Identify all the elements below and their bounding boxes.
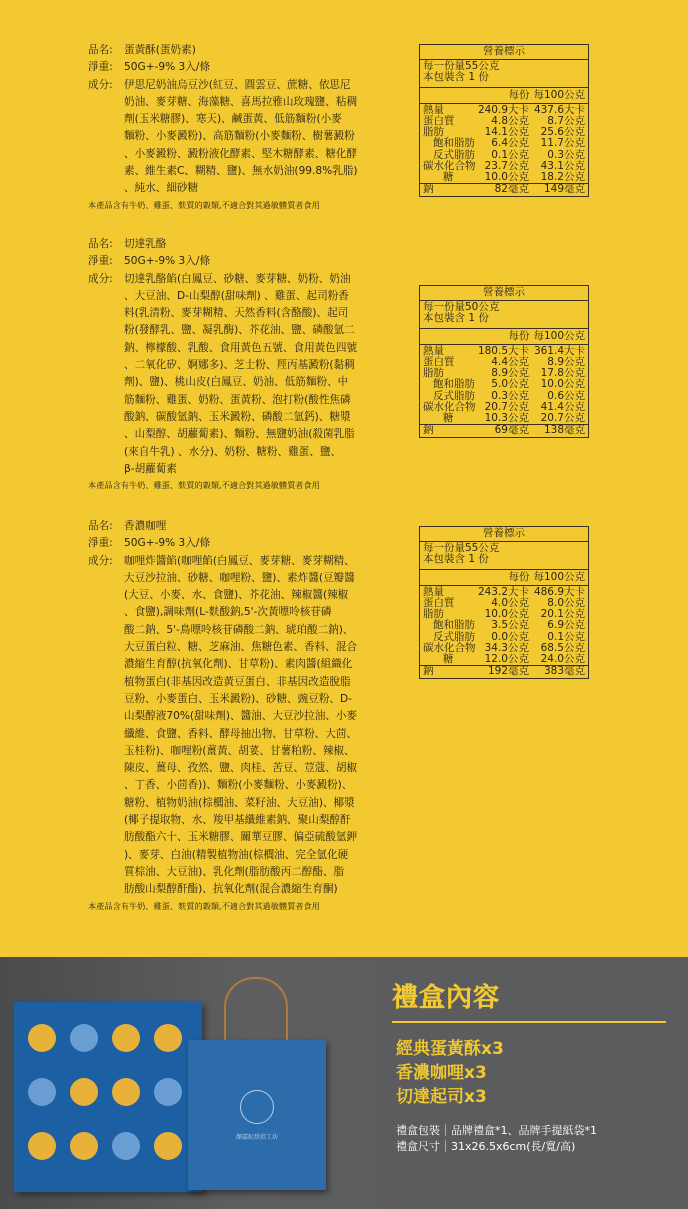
per-100g-value: 0.6公克 bbox=[547, 389, 585, 402]
column-headers bbox=[420, 88, 588, 104]
per-serving-value: 69毫克 bbox=[494, 424, 529, 437]
per-serving-value: 20.7公克 bbox=[484, 400, 529, 413]
ingredient-line: 、純水、細砂糖 bbox=[124, 182, 199, 195]
gift-spec: 禮盒包裝｜品牌禮盒*1、品牌手提紙袋*1 bbox=[396, 1124, 597, 1137]
nutrition-row bbox=[423, 654, 585, 665]
ingredients-row bbox=[88, 77, 388, 198]
serving-size: 每一份量55公克 bbox=[423, 542, 500, 555]
divider bbox=[392, 1021, 666, 1023]
weight-row bbox=[88, 253, 388, 270]
per-serving-value: 10.3公克 bbox=[484, 412, 529, 425]
per-100g-value: 6.9公克 bbox=[547, 619, 585, 632]
nutrient-name: 熱量 bbox=[423, 344, 444, 357]
ingredient-line: (來自牛乳) 、水分)、奶粉、糖粉、雞蛋、鹽、 bbox=[124, 445, 342, 458]
ingredient-line: 陳皮、薑母、孜然、鹽、肉桂、苦豆、荳蔻、胡椒 bbox=[124, 762, 358, 775]
ingredient-line: 筋麵粉、雞蛋、奶粉、蛋黃粉、泡打粉(酸性焦磷 bbox=[124, 393, 351, 406]
ingredient-line: 、大豆油、D-山梨醇(甜味劑) 、雞蛋、起司粉香 bbox=[124, 289, 349, 302]
bag-handle bbox=[224, 977, 288, 1049]
allergen-warning: 本產品含有牛奶、雞蛋、麩質的穀類,不適合對其過敏體質者食用 bbox=[88, 199, 320, 210]
per-serving-value: 0.1公克 bbox=[491, 148, 529, 161]
nutrient-name: 糖 bbox=[443, 412, 454, 425]
nutrition-rows bbox=[420, 104, 588, 197]
ingredient-line: 劑)、鹽)、桃山皮(白鳳豆、奶油、低筋麵粉、中 bbox=[124, 376, 349, 389]
nutrient-name: 糖 bbox=[443, 653, 454, 666]
per-serving-value: 243.2大卡 bbox=[477, 585, 529, 598]
per-100g-value: 0.1公克 bbox=[547, 630, 585, 643]
ingredient-line: 切達乳酪餡(白鳳豆、砂糖、麥芽糖、奶粉、奶油 bbox=[124, 272, 351, 285]
per-100g-value: 437.6大卡 bbox=[533, 103, 585, 116]
nutrition-row bbox=[423, 172, 585, 183]
column-headers bbox=[420, 329, 588, 345]
ingredient-line: 肪酸酯六十、玉米糖膠、關華豆膠、偏亞硫酸氫鉀 bbox=[124, 831, 358, 844]
per-100g-value: 10.0公克 bbox=[540, 378, 585, 391]
weight-row bbox=[88, 59, 388, 76]
nutrition-row bbox=[423, 379, 585, 390]
net-weight: 50G+-9% 3入/條 bbox=[124, 255, 211, 268]
ingredient-line: 糖粉、植物奶油(棕櫚油、菜籽油、大豆油)、椰漿 bbox=[124, 796, 355, 809]
ingredient-line: 肪酸山梨醇酐酯)、抗氧化劑(混合濃縮生育酮) bbox=[124, 883, 338, 896]
per-100g-value: 68.5公克 bbox=[540, 641, 585, 654]
ingredient-line: 、丁香、小茴香))、麵粉(小麥麵粉、小麥澱粉)、 bbox=[124, 779, 353, 792]
nutrition-row bbox=[423, 620, 585, 631]
nutrient-name: 鈉 bbox=[423, 183, 434, 196]
nutrient-name: 蛋白質 bbox=[423, 356, 455, 369]
box-pattern-circle bbox=[28, 1078, 56, 1106]
serving-size: 每一份量50公克 bbox=[423, 301, 500, 314]
name-label: 品名: bbox=[88, 520, 113, 532]
servings-per-pack: 本包裝含 1 份 bbox=[423, 312, 489, 325]
nutrition-rows bbox=[420, 586, 588, 679]
gift-box-section bbox=[0, 957, 688, 1209]
nutrient-name: 鈉 bbox=[423, 424, 434, 437]
box-pattern-circle bbox=[154, 1024, 182, 1052]
nutrient-name: 碳水化合物 bbox=[423, 159, 476, 172]
net-weight: 50G+-9% 3入/條 bbox=[124, 537, 211, 550]
nutrient-name: 反式脂肪 bbox=[433, 630, 475, 643]
per-serving-value: 240.9大卡 bbox=[477, 103, 529, 116]
ingredient-line: 、二氧化矽、婀娜多)、芝士粉、羥丙基澱粉(黏稠 bbox=[124, 359, 355, 372]
gift-box-photo bbox=[14, 1002, 202, 1192]
nutrition-row bbox=[420, 424, 588, 437]
ingredient-line: 豆粉、小麥蛋白、玉米澱粉)、砂糖、豌豆粉、D- bbox=[124, 692, 352, 705]
box-pattern-circle bbox=[70, 1132, 98, 1160]
weight-row bbox=[88, 535, 388, 552]
ingredient-line: 鈉、檸檬酸、乳酸、食用黃色五號、食用黃色四號 bbox=[124, 341, 358, 354]
per-100g-value: 20.1公克 bbox=[540, 608, 585, 621]
per-100g-value: 11.7公克 bbox=[540, 137, 585, 150]
allergen-warning: 本產品含有牛奶、雞蛋、麩質的穀類,不適合對其過敏體質者食用 bbox=[88, 480, 320, 491]
per-serving-value: 8.9公克 bbox=[491, 367, 529, 380]
box-pattern-circle bbox=[70, 1024, 98, 1052]
ingredient-line: β-胡蘿蔔素 bbox=[124, 462, 177, 475]
per-100g-value: 17.8公克 bbox=[540, 367, 585, 380]
serving-info bbox=[420, 301, 588, 328]
nutrient-name: 鈉 bbox=[423, 665, 434, 678]
allergen-warning: 本產品含有牛奶、雞蛋、麩質的穀類,不適合對其過敏體質者食用 bbox=[88, 900, 320, 911]
product-name: 切達乳酪 bbox=[124, 238, 167, 250]
name-row bbox=[88, 42, 388, 59]
box-pattern-circle bbox=[70, 1078, 98, 1106]
per-100g-value: 361.4大卡 bbox=[533, 344, 585, 357]
ingredient-line: (大豆、小麥、水、食鹽)、芥花油、辣椒醬(辣椒 bbox=[124, 589, 349, 602]
ingredient-line: 纖維、食鹽、香料、酵母抽出物、甘草粉、大茴、 bbox=[124, 727, 358, 740]
box-pattern-circle bbox=[154, 1132, 182, 1160]
ingredient-line: 酸鈉、碳酸氫鈉、玉米澱粉、磷酸二氫鈣)、糖漿 bbox=[124, 410, 351, 423]
per-serving-value: 4.8公克 bbox=[491, 115, 529, 128]
nutrient-name: 脂肪 bbox=[423, 367, 444, 380]
col-per-serving: 每份 bbox=[508, 88, 530, 101]
nutrient-name: 飽和脂肪 bbox=[433, 619, 475, 632]
per-serving-value: 23.7公克 bbox=[484, 159, 529, 172]
col-per-100g: 每100公克 bbox=[533, 570, 585, 583]
per-serving-value: 12.0公克 bbox=[484, 653, 529, 666]
ingredients-text bbox=[124, 553, 388, 899]
per-100g-value: 43.1公克 bbox=[540, 159, 585, 172]
ingredient-line: 、食鹽),調味劑(L-麩酸鈉,5'-次黃嘌呤核苷磷 bbox=[124, 606, 332, 619]
name-row bbox=[88, 518, 388, 535]
per-serving-value: 6.4公克 bbox=[491, 137, 529, 150]
product-name: 香濃咖哩 bbox=[124, 520, 167, 532]
ingredient-line: 大豆沙拉油、砂糖、咖哩粉、鹽)、素炸醬(豆瓣醬 bbox=[124, 571, 355, 584]
weight-label: 淨重: bbox=[88, 61, 113, 74]
per-serving-value: 4.0公克 bbox=[491, 597, 529, 610]
per-serving-value: 180.5大卡 bbox=[477, 344, 529, 357]
nutrition-table bbox=[419, 526, 589, 679]
per-100g-value: 8.0公克 bbox=[547, 597, 585, 610]
nutrient-name: 飽和脂肪 bbox=[433, 378, 475, 391]
ingredients-label: 成分: bbox=[88, 272, 113, 285]
gift-title: 禮盒內容 bbox=[392, 983, 501, 1013]
bag-brand-text: 顏嘉虹烘焙工坊 bbox=[235, 1134, 278, 1141]
ingredients-text bbox=[124, 271, 388, 479]
ingredient-line: 植物蛋白(非基因改造黃豆蛋白、非基因改造脫脂 bbox=[124, 675, 351, 688]
serving-info bbox=[420, 542, 588, 569]
product-section bbox=[88, 42, 388, 211]
per-serving-value: 10.0公克 bbox=[484, 171, 529, 184]
nutrition-rows bbox=[420, 345, 588, 438]
weight-label: 淨重: bbox=[88, 537, 113, 550]
ingredients-text bbox=[124, 77, 388, 198]
ingredient-line: 伊思尼奶油烏豆沙(紅豆、圓雲豆、蔗糖、依思尼 bbox=[124, 78, 351, 91]
gift-item: 切達起司x3 bbox=[396, 1087, 487, 1107]
ingredient-line: 山梨醇液70%(甜味劑)、醬油、大豆沙拉油、小麥 bbox=[124, 710, 358, 723]
gift-item: 經典蛋黃酥x3 bbox=[396, 1039, 504, 1059]
nutrition-title: 營養標示 bbox=[420, 527, 588, 542]
nutrition-table bbox=[419, 44, 589, 197]
box-pattern-circle bbox=[112, 1024, 140, 1052]
nutrient-name: 熱量 bbox=[423, 103, 444, 116]
nutrition-title: 營養標示 bbox=[420, 286, 588, 301]
per-100g-value: 486.9大卡 bbox=[533, 585, 585, 598]
per-serving-value: 0.3公克 bbox=[491, 389, 529, 402]
nutrient-name: 反式脂肪 bbox=[433, 148, 475, 161]
box-pattern-circle bbox=[112, 1078, 140, 1106]
nutrition-row bbox=[423, 413, 585, 424]
ingredient-line: 濃縮生育醇(抗氧化劑)、甘草粉)、素肉醬(組織化 bbox=[124, 658, 353, 671]
col-per-serving: 每份 bbox=[508, 329, 530, 342]
per-serving-value: 82毫克 bbox=[494, 183, 529, 196]
gift-spec: 禮盒尺寸｜31x26.5x6cm(長/寬/高) bbox=[396, 1140, 576, 1153]
name-label: 品名: bbox=[88, 238, 113, 250]
per-serving-value: 34.3公克 bbox=[484, 641, 529, 654]
nutrient-name: 碳水化合物 bbox=[423, 400, 476, 413]
ingredient-line: 酸二鈉、5'-鳥嘌呤核苷磷酸二鈉、琥珀酸二鈉)、 bbox=[124, 623, 354, 636]
ingredients-label: 成分: bbox=[88, 554, 113, 567]
box-pattern-circle bbox=[154, 1078, 182, 1106]
gift-item: 香濃咖哩x3 bbox=[396, 1063, 487, 1083]
weight-label: 淨重: bbox=[88, 255, 113, 268]
servings-per-pack: 本包裝含 1 份 bbox=[423, 71, 489, 84]
nutrition-title: 營養標示 bbox=[420, 45, 588, 60]
ingredient-line: )、麥芽、白油(精製植物油(棕櫚油、完全氫化硬 bbox=[124, 848, 349, 861]
ingredient-line: (椰子提取物、水、羧甲基纖維素鈉、聚山梨醇酐 bbox=[124, 814, 351, 827]
ingredient-line: 劑(玉米糖膠)、寒天)、鹹蛋黃、低筋麵粉(小麥 bbox=[124, 113, 342, 126]
ingredients-row bbox=[88, 553, 388, 899]
per-100g-value: 41.4公克 bbox=[540, 400, 585, 413]
per-100g-value: 8.7公克 bbox=[547, 115, 585, 128]
per-serving-value: 4.4公克 bbox=[491, 356, 529, 369]
ingredient-line: 料(乳清粉、麥芽糊精、天然香料(含酪酸)、起司 bbox=[124, 307, 349, 320]
nutrition-row bbox=[420, 183, 588, 196]
net-weight: 50G+-9% 3入/條 bbox=[124, 61, 211, 74]
nutrient-name: 脂肪 bbox=[423, 608, 444, 621]
ingredient-line: 玉桂粉)、咖哩粉(薑黃、胡荽、甘薯粕粉、辣椒、 bbox=[124, 744, 355, 757]
name-label: 品名: bbox=[88, 44, 113, 56]
product-section bbox=[88, 236, 388, 491]
nutrient-name: 糖 bbox=[443, 171, 454, 184]
ingredient-line: 、山梨醇、胡蘿蔔素)、麵粉、無鹽奶油(殺菌乳脂 bbox=[124, 428, 355, 441]
col-per-100g: 每100公克 bbox=[533, 329, 585, 342]
nutrient-name: 熱量 bbox=[423, 585, 444, 598]
per-100g-value: 20.7公克 bbox=[540, 412, 585, 425]
gift-bag-photo bbox=[188, 1040, 326, 1190]
ingredient-line: 咖哩炸醬餡(咖哩餡(白鳳豆、麥芽糖、麥芽糊精、 bbox=[124, 554, 355, 567]
nutrient-name: 反式脂肪 bbox=[433, 389, 475, 402]
per-serving-value: 10.0公克 bbox=[484, 608, 529, 621]
per-100g-value: 8.9公克 bbox=[547, 356, 585, 369]
ingredients-row bbox=[88, 271, 388, 479]
ingredient-line: 麵粉、小麥澱粉)、高筋麵粉(小麥麵粉、樹薯澱粉 bbox=[124, 130, 355, 143]
nutrient-name: 蛋白質 bbox=[423, 115, 455, 128]
nutrition-table bbox=[419, 285, 589, 438]
per-serving-value: 5.0公克 bbox=[491, 378, 529, 391]
ingredient-line: 大豆蛋白粒、糖、芝麻油、焦糖色素、香料、混合 bbox=[124, 641, 358, 654]
per-serving-value: 3.5公克 bbox=[491, 619, 529, 632]
box-pattern-circle bbox=[112, 1132, 140, 1160]
ingredients-label: 成分: bbox=[88, 78, 113, 91]
ingredient-line: 、小麥澱粉、澱粉液化酵素、堅木糖酵素、糖化酵 bbox=[124, 147, 358, 160]
per-100g-value: 24.0公克 bbox=[540, 653, 585, 666]
product-section bbox=[88, 518, 388, 912]
per-serving-value: 14.1公克 bbox=[484, 126, 529, 139]
nutrient-name: 飽和脂肪 bbox=[433, 137, 475, 150]
name-row bbox=[88, 236, 388, 253]
per-100g-value: 0.3公克 bbox=[547, 148, 585, 161]
col-per-serving: 每份 bbox=[508, 570, 530, 583]
per-100g-value: 18.2公克 bbox=[540, 171, 585, 184]
per-100g-value: 383毫克 bbox=[543, 665, 585, 678]
servings-per-pack: 本包裝含 1 份 bbox=[423, 553, 489, 566]
serving-size: 每一份量55公克 bbox=[423, 60, 500, 73]
product-name: 蛋黃酥(蛋奶素) bbox=[124, 44, 196, 56]
box-pattern-circle bbox=[28, 1132, 56, 1160]
col-per-100g: 每100公克 bbox=[533, 88, 585, 101]
per-serving-value: 192毫克 bbox=[487, 665, 529, 678]
ingredient-line: 奶油、麥芽糖、海藻糖、喜馬拉雅山玫瑰鹽、粘稠 bbox=[124, 95, 358, 108]
nutrient-name: 脂肪 bbox=[423, 126, 444, 139]
column-headers bbox=[420, 570, 588, 586]
box-pattern-circle bbox=[28, 1024, 56, 1052]
nutrient-name: 蛋白質 bbox=[423, 597, 455, 610]
ingredient-line: 粉(發酵乳、鹽、凝乳酶)、芥花油、鹽、磷酸氫二 bbox=[124, 324, 355, 337]
serving-info bbox=[420, 60, 588, 87]
per-serving-value: 0.0公克 bbox=[491, 630, 529, 643]
nutrition-row bbox=[423, 138, 585, 149]
brand-logo-icon bbox=[240, 1090, 274, 1124]
nutrient-name: 碳水化合物 bbox=[423, 641, 476, 654]
per-100g-value: 149毫克 bbox=[543, 183, 585, 196]
ingredient-line: 質棕油、大豆油)、乳化劑(脂肪酸丙二醇酯、脂 bbox=[124, 865, 345, 878]
ingredient-line: 素、維生素C、糊精、鹽)、無水奶油(99.8%乳脂) bbox=[124, 165, 358, 178]
per-100g-value: 138毫克 bbox=[543, 424, 585, 437]
nutrition-row bbox=[420, 665, 588, 678]
per-100g-value: 25.6公克 bbox=[540, 126, 585, 139]
